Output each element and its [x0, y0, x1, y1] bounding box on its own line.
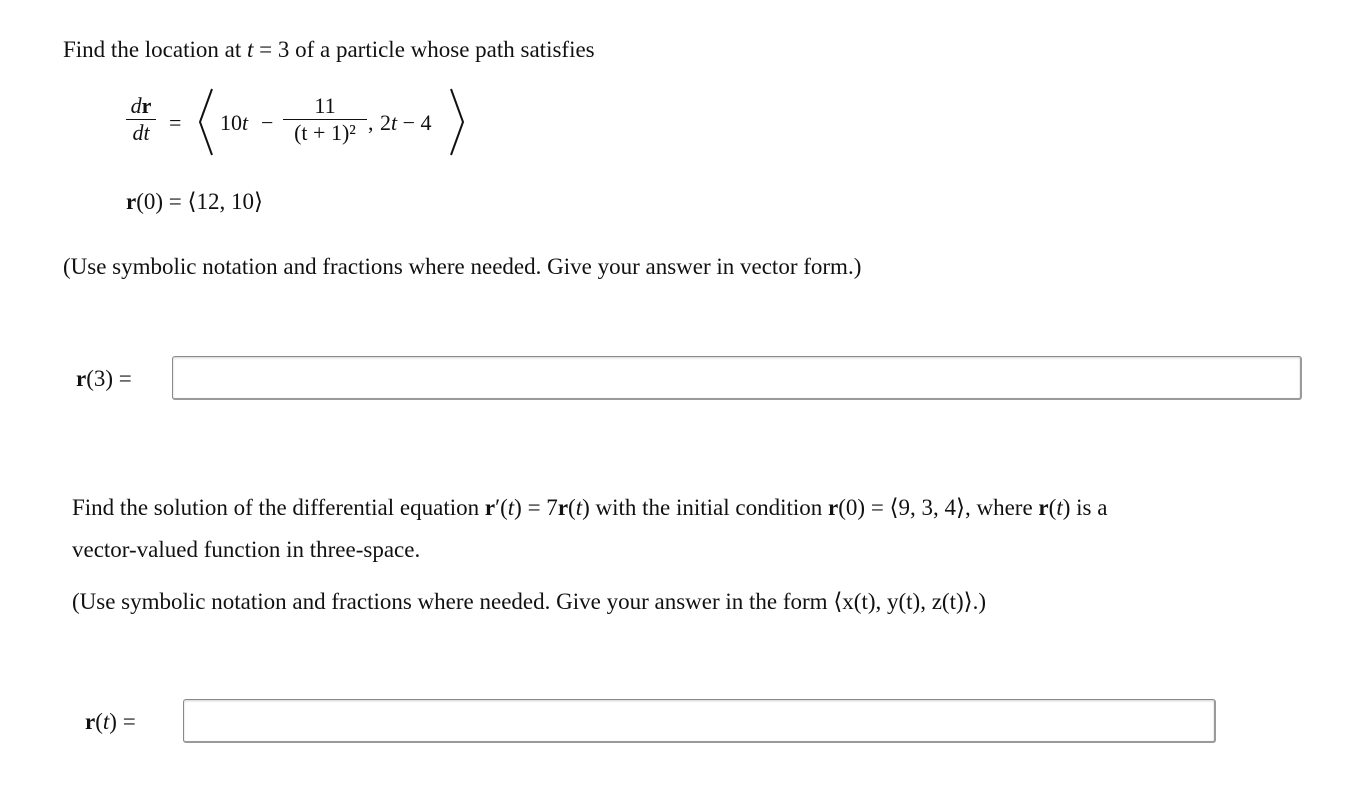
answer1-label: r(3) =: [76, 366, 132, 391]
problem2-line1: Find the solution of the differential equation r′(t) = 7r(t) with the initial condition r(0) = ⟨9, 3, 4⟩, where r(t) is a: [72, 495, 1108, 520]
comma: ,: [368, 110, 374, 135]
term1: 10t: [220, 110, 249, 135]
answer2-input[interactable]: [183, 699, 1216, 743]
left-angle-bracket: [196, 86, 216, 158]
problem1-intro: Find the location at t = 3 of a particle whose path satisfies: [63, 37, 595, 62]
derivative-fraction: dr dt: [126, 93, 156, 146]
inner-fraction: 11 (t + 1)²: [283, 93, 367, 146]
answer2-label: r(t) =: [85, 709, 136, 734]
right-angle-bracket: [447, 86, 467, 158]
term2: 2t − 4: [380, 110, 432, 135]
problem2-instruction: (Use symbolic notation and fractions where needed. Give your answer in the form ⟨x(t), y(t), z(t)⟩.): [72, 589, 987, 614]
initial-condition: r(0) = ⟨12, 10⟩: [126, 189, 263, 214]
problem2-line2: vector-valued function in three-space.: [72, 537, 421, 562]
answer1-input[interactable]: [172, 356, 1302, 400]
minus-sign: −: [261, 110, 274, 135]
problem1-instruction: (Use symbolic notation and fractions where needed. Give your answer in vector form.): [63, 254, 862, 279]
equals-sign: =: [169, 110, 182, 135]
